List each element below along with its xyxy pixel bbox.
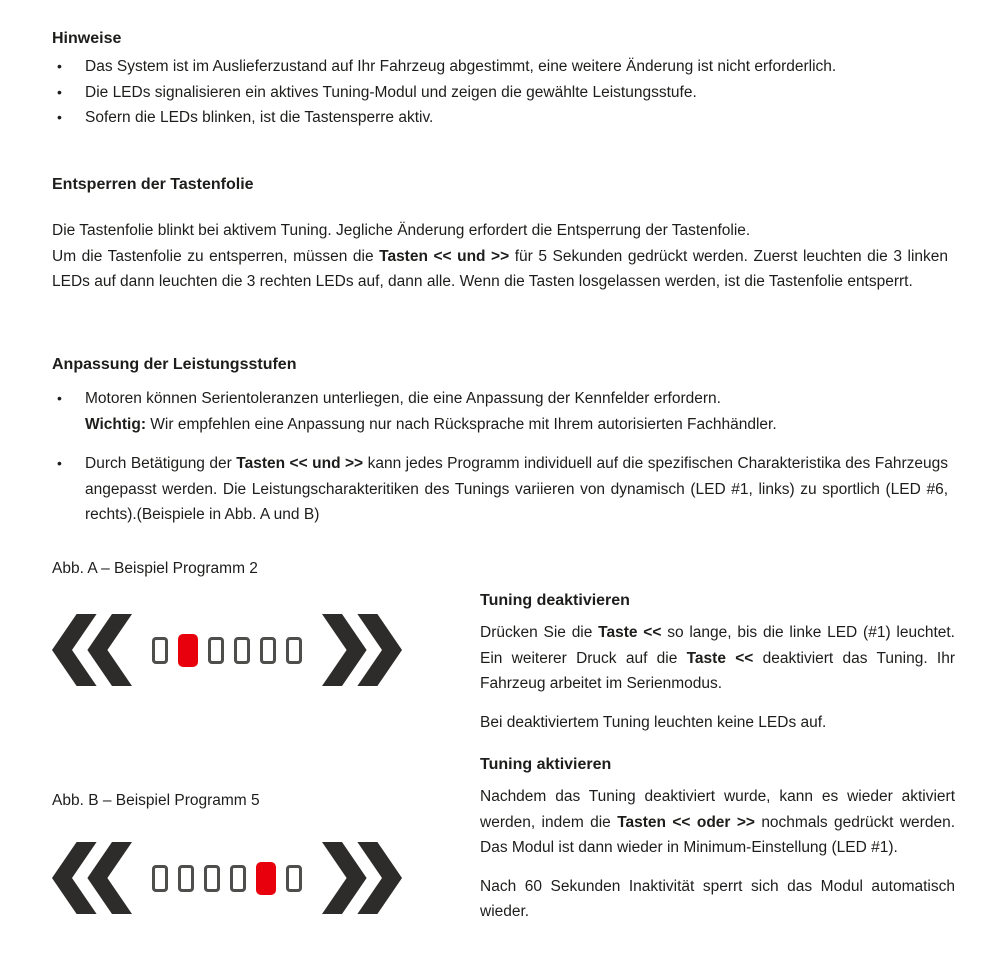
bullet-icon: • bbox=[57, 58, 62, 74]
deaktivieren-paragraph-1 bbox=[480, 620, 955, 697]
double-chevron-right-icon bbox=[322, 842, 402, 914]
text-run: Nachdem das Tuning deaktiviert wurde, kann es wieder aktiviert werden, indem die bbox=[480, 788, 955, 831]
bullet-icon: • bbox=[57, 455, 62, 471]
led bbox=[286, 865, 302, 892]
section-title-anpassung: Anpassung der Leistungsstufen bbox=[52, 356, 297, 373]
anpassung-list bbox=[52, 386, 948, 528]
text-run: Wir empfehlen eine Anpassung nur nach Rücksprache mit Ihrem autorisierten Fachhändler. bbox=[146, 415, 777, 433]
bold-run: Taste << bbox=[598, 624, 662, 641]
led bbox=[152, 637, 168, 664]
list-item bbox=[52, 80, 948, 106]
double-chevron-right-icon bbox=[322, 614, 402, 686]
bold-run: Wichtig: bbox=[85, 415, 146, 433]
double-chevron-left-icon bbox=[52, 614, 132, 686]
text-run: deaktiviert das Tuning. Ihr Fahrzeug arbeitet im Serienmodus. bbox=[480, 649, 955, 692]
aktivieren-paragraph-2: Nach 60 Sekunden Inaktivität sperrt sich das Modul automatisch wieder. bbox=[480, 877, 955, 920]
section-title-deaktivieren: Tuning deaktivieren bbox=[480, 592, 630, 609]
led bbox=[208, 637, 224, 664]
led bbox=[178, 865, 194, 892]
led bbox=[204, 865, 220, 892]
list-item bbox=[52, 105, 948, 131]
list-item-text: Die LEDs signalisieren ein aktives Tuning-Modul und zeigen die gewählte Leistungsstufe. bbox=[85, 83, 697, 101]
list-item-text bbox=[85, 386, 948, 437]
figure-b-label: Abb. B – Beispiel Programm 5 bbox=[52, 792, 260, 809]
section-entsperren bbox=[52, 172, 948, 295]
led bbox=[286, 637, 302, 664]
led bbox=[230, 865, 246, 892]
bold-run: Tasten << oder >> bbox=[617, 813, 755, 831]
bullet-icon: • bbox=[57, 83, 62, 100]
section-title-hinweise: Hinweise bbox=[52, 30, 122, 47]
led-active bbox=[178, 634, 198, 667]
double-chevron-left-icon bbox=[52, 842, 132, 914]
led bbox=[234, 637, 250, 664]
entsperren-paragraph bbox=[52, 218, 948, 295]
list-item-text: Sofern die LEDs blinken, ist die Tastensperre aktiv. bbox=[85, 109, 434, 126]
list-item-text bbox=[85, 451, 948, 528]
section-title-aktivieren: Tuning aktivieren bbox=[480, 756, 612, 773]
text-run: Durch Betätigung der bbox=[85, 455, 237, 472]
aktivieren-paragraph-1 bbox=[480, 784, 955, 861]
text-run: Um die Tastenfolie zu entsperren, müssen die bbox=[52, 247, 380, 265]
bold-run: Tasten << und >> bbox=[236, 455, 364, 472]
figure-b-diagram bbox=[52, 842, 402, 914]
deaktivieren-paragraph-2: Bei deaktiviertem Tuning leuchten keine LEDs auf. bbox=[480, 713, 827, 731]
section-hinweise bbox=[52, 26, 948, 131]
bullet-icon: • bbox=[57, 109, 62, 125]
led-row bbox=[152, 862, 302, 895]
text-run: kann jedes Programm individuell auf die spezifischen Charakteristika des Fahrzeugs angepasst werden. Die Leistungscharakteritiken des Tunings variieren von dynamisch (LED #1, links) zu sportlich (LED #6, rechts).(Beispiele in Abb. A und B) bbox=[85, 455, 948, 523]
text-run: Motoren können Serientoleranzen unterliegen, die eine Anpassung der Kennfelder erfordern. bbox=[85, 390, 721, 407]
hinweise-list bbox=[52, 54, 948, 131]
list-item bbox=[52, 451, 948, 528]
figure-a-diagram bbox=[52, 614, 402, 686]
section-title-entsperren: Entsperren der Tastenfolie bbox=[52, 176, 254, 193]
section-anpassung bbox=[52, 352, 948, 528]
list-item bbox=[52, 386, 948, 437]
figure-a-label: Abb. A – Beispiel Programm 2 bbox=[52, 560, 258, 577]
led-active bbox=[256, 862, 276, 895]
text-run: nochmals gedrückt werden. Das Modul ist dann wieder in Minimum-Einstellung (LED #1). bbox=[480, 813, 955, 856]
bold-run: Taste << bbox=[686, 649, 754, 667]
led bbox=[260, 637, 276, 664]
right-column bbox=[480, 588, 955, 925]
bullet-icon: • bbox=[57, 390, 62, 406]
text-run: Die Tastenfolie blinkt bei aktivem Tuning. Jegliche Änderung erfordert die Entsperrung der Tastenfolie. bbox=[52, 222, 751, 239]
led bbox=[152, 865, 168, 892]
bold-run: Tasten << und >> bbox=[379, 247, 510, 265]
list-item bbox=[52, 54, 948, 80]
text-run: so lange, bis die linke LED (#1) leuchtet. Ein weiterer Druck auf die bbox=[480, 624, 955, 667]
list-item-text: Das System ist im Auslieferzustand auf Ihr Fahrzeug abgestimmt, eine weitere Änderung ist nicht erforderlich. bbox=[85, 58, 837, 75]
led-row bbox=[152, 634, 302, 667]
text-run: für 5 Sekunden gedrückt werden. Zuerst leuchten die 3 linken LEDs auf dann leuchten die 3 rechten LEDs auf, dann alle. Wenn die Tasten losgelassen werden, ist die Tastenfolie entsperrt. bbox=[52, 247, 948, 290]
text-run: Drücken Sie die bbox=[480, 624, 599, 641]
